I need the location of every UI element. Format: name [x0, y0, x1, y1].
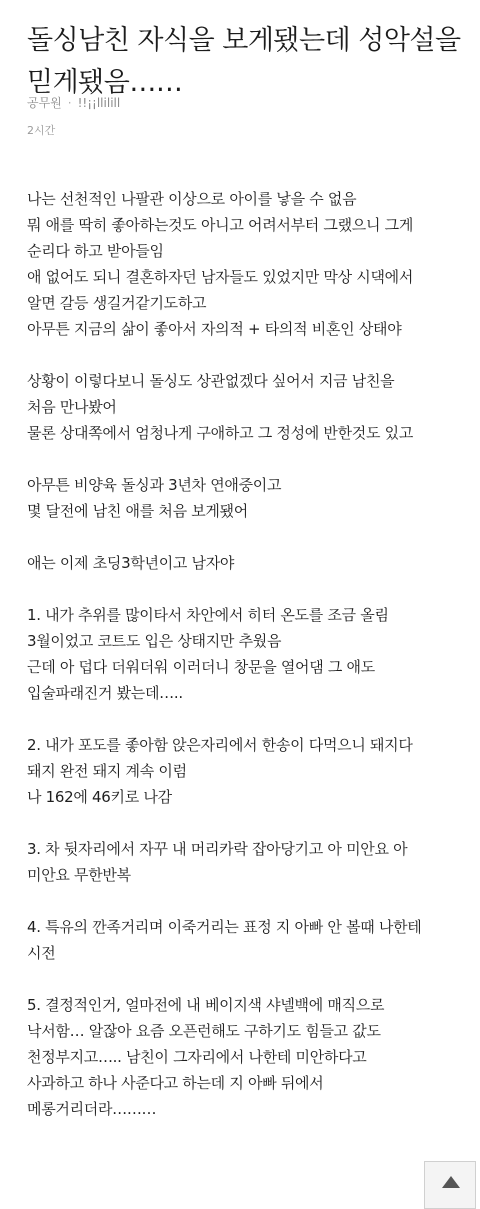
body-text-line: 처음 만나봤어 [27, 398, 117, 416]
body-text-line: 4. 특유의 깐족거리며 이죽거리는 표정 지 아빠 안 볼때 나한테 [27, 918, 422, 936]
up-triangle-icon [442, 1176, 460, 1188]
post-body [27, 186, 472, 1148]
board-name[interactable]: 공무원 [27, 96, 62, 110]
body-text-line: 나는 선천적인 나팔관 이상으로 아이를 낳을 수 없음 [27, 190, 357, 208]
author-name[interactable]: !!¡¡llilill [77, 96, 121, 110]
body-text-line: 낙서함… 알잖아 요즘 오픈런해도 구하기도 힘들고 값도 [27, 1022, 381, 1040]
body-text-line: 아무튼 지금의 삶이 좋아서 자의적 + 타의적 비혼인 상태야 [27, 320, 402, 338]
body-text-line: 근데 아 덥다 더워더워 이러더니 창문을 열어댐 그 애도 [27, 658, 375, 676]
body-paragraph [27, 368, 472, 446]
meta-separator: · [67, 96, 72, 110]
body-paragraph [27, 836, 472, 888]
body-text-line: 5. 결정적인거, 얼마전에 내 베이지색 샤넬백에 매직으로 [27, 996, 385, 1014]
post-time: 2시간 [27, 124, 56, 137]
body-text-line: 상황이 이렇다보니 돌싱도 상관없겠다 싶어서 지금 남친을 [27, 372, 395, 390]
body-paragraph [27, 186, 472, 342]
body-text-line: 3월이었고 코트도 입은 상태지만 추웠음 [27, 632, 282, 650]
post-title: 돌싱남친 자식을 보게됐는데 성악설을 믿게됐음…… [27, 25, 461, 98]
body-text-line: 물론 상대쪽에서 엄청나게 구애하고 그 정성에 반한것도 있고 [27, 424, 414, 442]
body-text-line: 순리다 하고 받아들임 [27, 242, 164, 260]
body-text-line: 아무튼 비양육 돌싱과 3년차 연애중이고 [27, 476, 282, 494]
body-paragraph [27, 914, 472, 966]
body-paragraph [27, 472, 472, 524]
body-text-line: 몇 달전에 남친 애를 처음 보게됐어 [27, 502, 249, 520]
body-text-line: 시전 [27, 944, 56, 962]
body-text-line: 뭐 애를 딱히 좋아하는것도 아니고 어려서부터 그랬으니 그게 [27, 216, 414, 234]
body-paragraph [27, 732, 472, 810]
body-paragraph [27, 550, 472, 576]
body-text-line: 미안요 무한반복 [27, 866, 131, 884]
scroll-to-top-button[interactable] [424, 1161, 476, 1209]
body-text-line: 애는 이제 초딩3학년이고 남자야 [27, 554, 235, 572]
body-text-line: 돼지 완전 돼지 계속 이럼 [27, 762, 187, 780]
body-text-line: 메롱거리더라……… [27, 1100, 157, 1118]
body-text-line: 입술파래진거 봤는데….. [27, 684, 183, 702]
body-paragraph [27, 602, 472, 706]
body-text-line: 애 없어도 되니 결혼하자던 남자들도 있었지만 막상 시댁에서 [27, 268, 414, 286]
body-text-line: 1. 내가 추위를 많이타서 차안에서 히터 온도를 조금 올림 [27, 606, 389, 624]
body-text-line: 3. 차 뒷자리에서 자꾸 내 머리카락 잡아당기고 아 미안요 아 [27, 840, 408, 858]
body-text-line: 천정부지고….. 남친이 그자리에서 나한테 미안하다고 [27, 1048, 367, 1066]
body-text-line: 사과하고 하나 사준다고 하는데 지 아빠 뒤에서 [27, 1074, 324, 1092]
post-meta [27, 94, 120, 111]
body-text-line: 2. 내가 포도를 좋아함 앉은자리에서 한송이 다먹으니 돼지다 [27, 736, 413, 754]
body-text-line: 알면 갈등 생길거같기도하고 [27, 294, 207, 312]
body-paragraph [27, 992, 472, 1122]
body-text-line: 나 162에 46키로 나감 [27, 788, 172, 806]
